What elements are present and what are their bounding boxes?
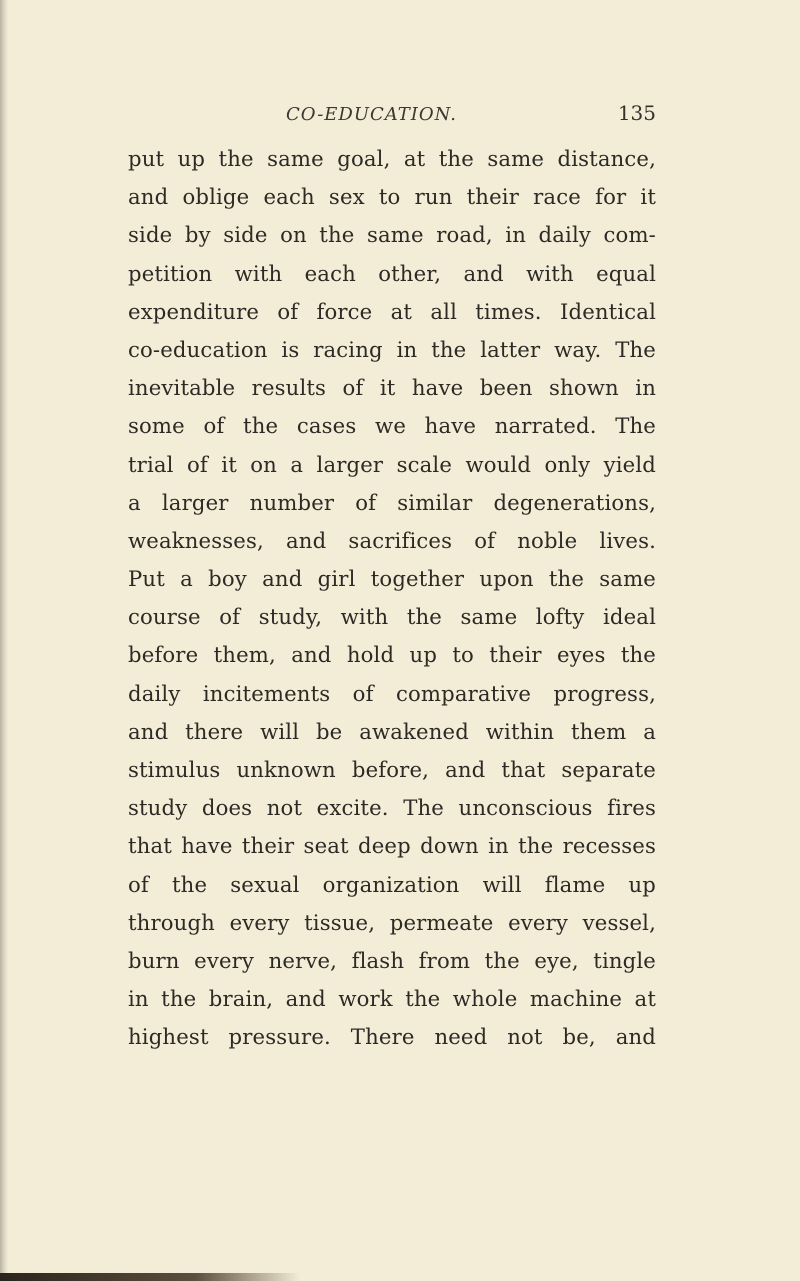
text-line: burn every nerve, flash from the eye, tingle <box>128 947 656 973</box>
text-line: side by side on the same road, in daily com- <box>128 222 656 248</box>
page-binding-shadow <box>0 0 8 1281</box>
text-line: of the sexual organization will flame up <box>128 871 656 897</box>
page-number: 135 <box>617 101 656 125</box>
text-line: and oblige each sex to run their race for it <box>128 184 656 210</box>
text-line: highest pressure. There need not be, and <box>128 1024 656 1050</box>
text-line: Put a boy and girl together upon the same <box>128 566 656 592</box>
page-header <box>286 96 656 130</box>
text-line: and there will be awakened within them a <box>128 718 656 744</box>
page-bottom-edge <box>0 1273 300 1281</box>
text-line: through every tissue, permeate every vessel, <box>128 909 656 935</box>
text-line: put up the same goal, at the same distance, <box>128 146 656 171</box>
text-line: some of the cases we have narrated. The <box>128 413 656 439</box>
text-line: petition with each other, and with equal <box>128 260 656 286</box>
text-line: weaknesses, and sacrifices of noble lives. <box>128 527 656 553</box>
text-line: inevitable results of it have been shown in <box>128 375 656 401</box>
text-line: in the brain, and work the whole machine at <box>128 986 656 1012</box>
text-line: before them, and hold up to their eyes the <box>128 642 656 668</box>
text-line: co-education is racing in the latter way. The <box>128 336 656 362</box>
text-line: stimulus unknown before, and that separate <box>128 757 656 782</box>
text-line: that have their seat deep down in the recesses <box>128 833 656 859</box>
running-head: CO-EDUCATION. <box>286 104 457 125</box>
text-line: study does not excite. The unconscious fires <box>128 795 656 821</box>
text-line: daily incitements of comparative progress, <box>128 680 656 706</box>
body-text <box>128 140 656 1057</box>
text-line: course of study, with the same lofty ideal <box>128 604 656 630</box>
text-line: a larger number of similar degenerations, <box>128 489 656 515</box>
text-line: trial of it on a larger scale would only yield <box>128 451 656 477</box>
text-line: expenditure of force at all times. Identical <box>128 298 656 324</box>
